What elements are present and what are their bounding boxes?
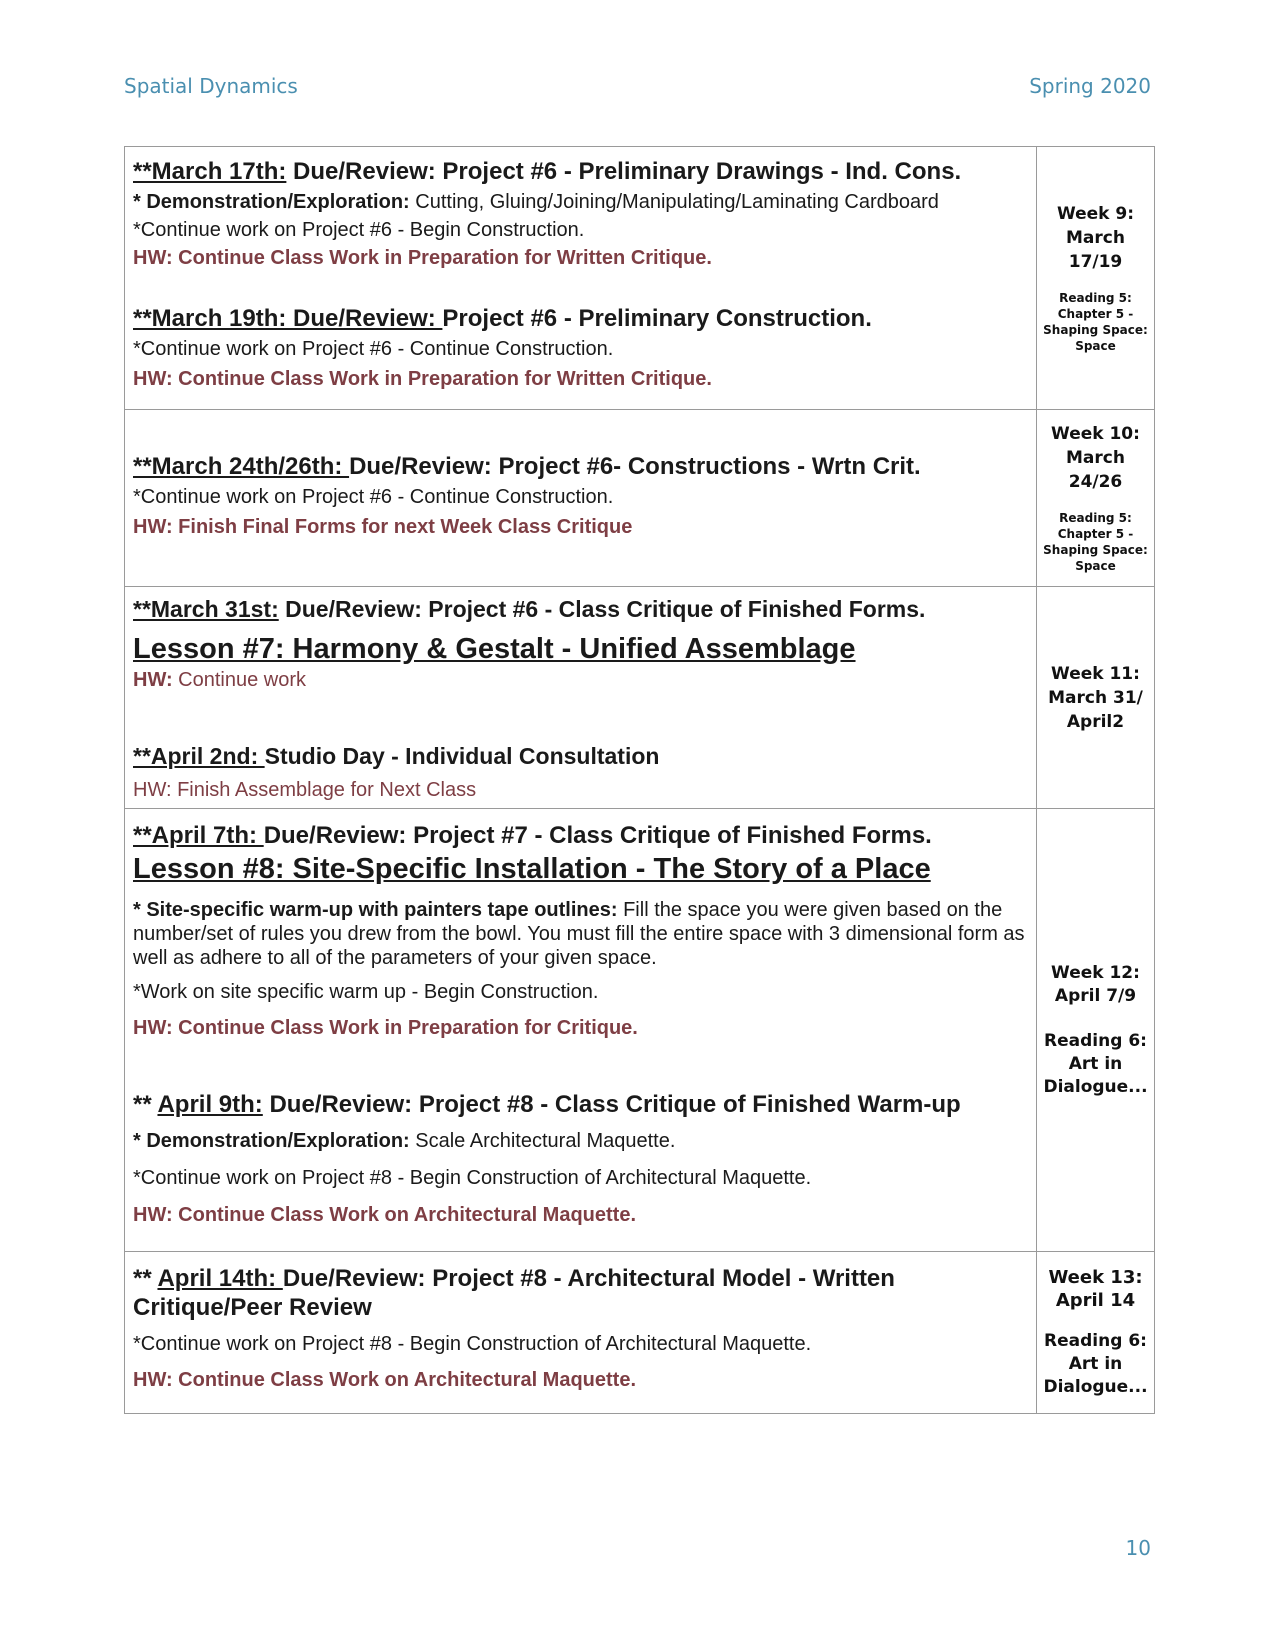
hw-line: HW: Continue Class Work in Preparation for Critique.	[133, 1017, 638, 1039]
table-row	[125, 1252, 1155, 1414]
schedule-table	[124, 146, 1155, 1414]
week-dates: April 14	[1055, 1290, 1136, 1311]
due-heading: **March 17th: Due/Review: Project #6 - Preliminary Drawings - Ind. Cons.	[133, 158, 962, 185]
work-line: *Continue work on Project #6 - Begin Construction.	[133, 219, 585, 241]
page-number: 10	[1125, 1536, 1151, 1560]
week-label: Week 10:	[1051, 424, 1140, 444]
hw-line: HW: Continue Class Work in Preparation for Written Critique.	[133, 247, 712, 269]
week-dates: March	[1066, 228, 1125, 248]
week-cell	[1037, 410, 1155, 587]
reading-label: Art in	[1068, 1053, 1123, 1074]
week-label: Week 12:	[1051, 962, 1140, 983]
reading-label: Dialogue...	[1043, 1076, 1148, 1097]
schedule-cell	[125, 587, 1037, 809]
reading-label: Reading 6:	[1044, 1331, 1147, 1351]
week-dates: 24/26	[1068, 472, 1123, 492]
table-row	[125, 809, 1155, 1252]
due-heading: **March 24th/26th: Due/Review: Project #6- Constructions - Wrtn Crit.	[133, 453, 921, 480]
reading-label: Dialogue...	[1043, 1377, 1148, 1397]
hw-line: HW: Continue Class Work on Architectural Maquette.	[133, 1369, 637, 1391]
demo-line: * Demonstration/Exploration: Scale Architectural Maquette.	[133, 1130, 676, 1152]
reading-label: Reading 6:	[1044, 1030, 1147, 1051]
table-row	[125, 147, 1155, 410]
reading-label: Shaping Space:	[1043, 323, 1148, 337]
week-cell	[1037, 587, 1155, 809]
reading-label: Shaping Space:	[1043, 543, 1148, 557]
course-title: Spatial Dynamics	[124, 74, 298, 98]
tape-paragraph: * Site-specific warm-up with painters tape outlines: Fill the space you were given based on the number/set of rules you drew from the bowl. You must fill the entire space with 3 dimensional form as well as adhere to all of the parameters of your given space.	[133, 899, 1025, 969]
week-label: Week 13:	[1048, 1267, 1143, 1288]
reading-label: Chapter 5 -	[1057, 527, 1134, 541]
work-line: *Continue work on Project #8 - Begin Construction of Architectural Maquette.	[133, 1333, 812, 1355]
hw-line: HW: Finish Assemblage for Next Class	[133, 779, 477, 801]
reading-label: Chapter 5 -	[1057, 307, 1134, 321]
work-line: *Continue work on Project #8 - Begin Construction of Architectural Maquette.	[133, 1167, 812, 1189]
schedule-cell	[125, 410, 1037, 587]
hw-line: HW: Finish Final Forms for next Week Class Critique	[133, 516, 633, 538]
week-dates: April 7/9	[1054, 985, 1137, 1006]
hw-line: HW: Continue Class Work in Preparation for Written Critique.	[133, 368, 712, 390]
reading-label: Reading 5:	[1059, 291, 1132, 305]
term-label: Spring 2020	[1029, 74, 1151, 98]
due-heading: **March 31st: Due/Review: Project #6 - Class Critique of Finished Forms.	[133, 596, 926, 622]
demo-line: * Demonstration/Exploration: Cutting, Gluing/Joining/Manipulating/Laminating Cardboard	[133, 191, 939, 213]
due-heading: **March 19th: Due/Review: Project #6 - Preliminary Construction.	[133, 305, 872, 332]
table-row	[125, 587, 1155, 809]
schedule-cell	[125, 809, 1037, 1252]
week-label: Week 9:	[1056, 204, 1135, 224]
due-heading: ** April 14th: Due/Review: Project #8 - Architectural Model - Written Critique/Peer Review	[133, 1265, 895, 1321]
schedule-cell	[125, 147, 1037, 410]
schedule-cell	[125, 1252, 1037, 1414]
reading-label: Space	[1075, 339, 1116, 353]
hw-line: HW: Continue Class Work on Architectural Maquette.	[133, 1204, 637, 1226]
due-heading: ** April 9th: Due/Review: Project #8 - Class Critique of Finished Warm-up	[133, 1091, 961, 1118]
work-line: *Work on site specific warm up - Begin Construction.	[133, 981, 599, 1003]
reading-label: Reading 5:	[1059, 511, 1132, 525]
work-line: *Continue work on Project #6 - Continue Construction.	[133, 338, 614, 360]
due-heading: **April 7th: Due/Review: Project #7 - Class Critique of Finished Forms.	[133, 822, 932, 849]
work-line: *Continue work on Project #6 - Continue Construction.	[133, 486, 614, 508]
hw-line: HW: Continue work	[133, 669, 307, 691]
week-cell	[1037, 1252, 1155, 1414]
lesson-title: Lesson #8: Site-Specific Installation - The Story of a Place	[133, 853, 931, 885]
lesson-title: Lesson #7: Harmony & Gestalt - Unified Assemblage	[133, 633, 856, 665]
week-dates: April2	[1066, 711, 1125, 732]
reading-label: Space	[1075, 559, 1116, 573]
reading-label: Art in	[1068, 1354, 1123, 1374]
due-heading: **April 2nd: Studio Day - Individual Consultation	[133, 743, 660, 769]
week-dates: 17/19	[1068, 252, 1123, 272]
week-dates: March 31/	[1048, 687, 1143, 708]
table-row	[125, 410, 1155, 587]
week-dates: March	[1066, 448, 1125, 468]
week-cell	[1037, 147, 1155, 410]
week-label: Week 11:	[1051, 663, 1140, 684]
week-cell	[1037, 809, 1155, 1252]
